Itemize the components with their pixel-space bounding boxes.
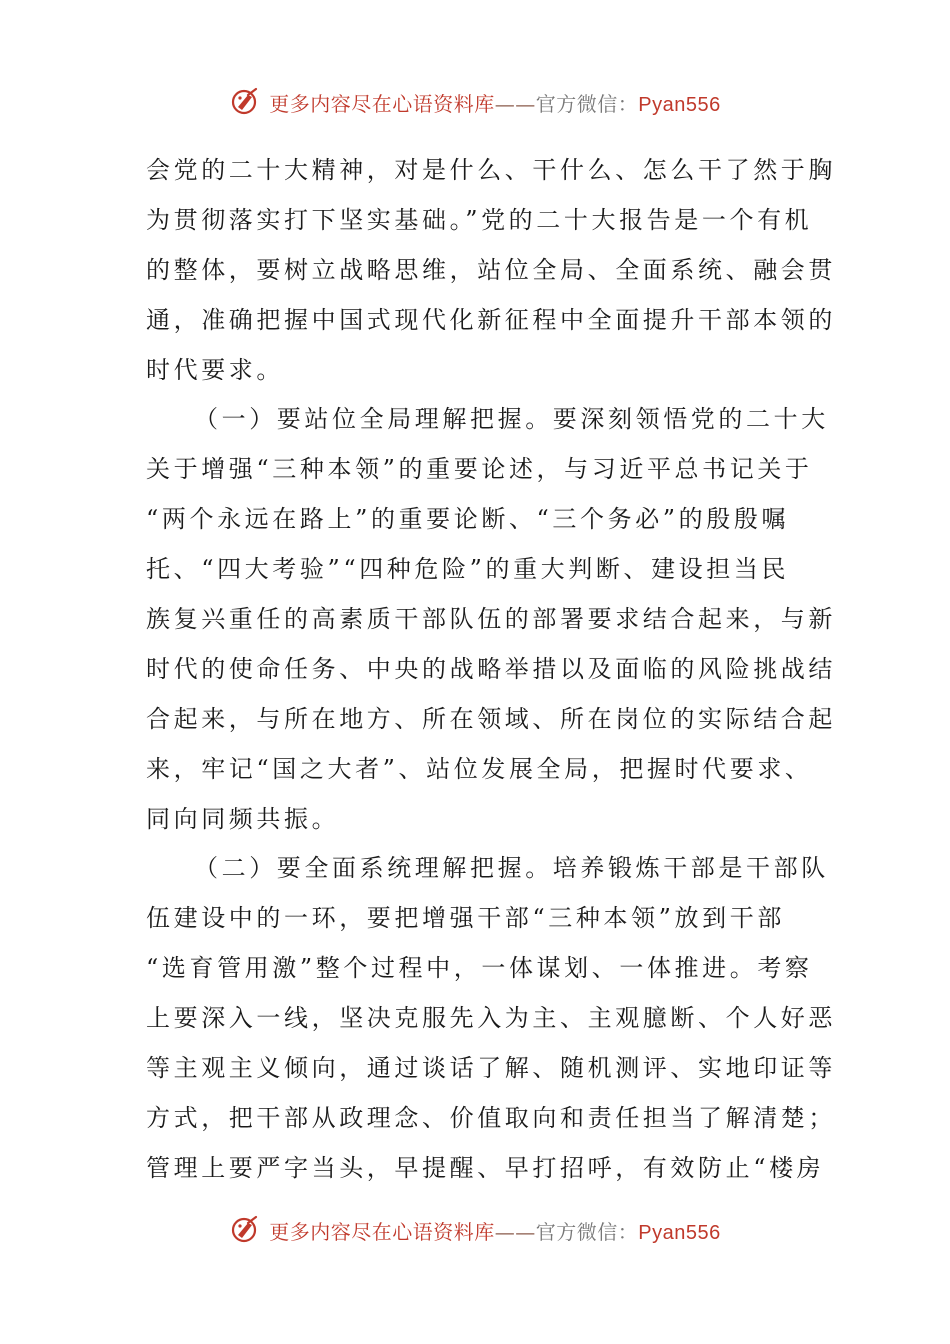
header-banner-text [269,88,720,117]
footer-separator: —— [494,1219,536,1244]
text-line: 族复兴重任的高素质干部队伍的部署要求结合起来，与新 [146,605,836,634]
text-line: 管理上要严字当头，早提醒、早打招呼，有效防止“楼房 [146,1153,825,1182]
footer-wechat-id: Pyan556 [638,1221,721,1244]
text-line: 会党的二十大精神，对是什么、干什么、怎么干了然于胸 [146,156,836,184]
footer-brand: 更多内容尽在心语资料库 [269,1219,495,1244]
text-line: 合起来，与所在地方、所在领域、所在岗位的实际结合起 [146,704,836,733]
footer-watermark [0,1210,950,1250]
brand-logo-icon [229,85,263,119]
header-separator: —— [494,91,536,116]
brand-logo-icon [229,1213,263,1247]
header-watermark [0,82,950,122]
document-body [146,146,836,1194]
text-line: 上要深入一线，坚决克服先入为主、主观臆断、个人好恶 [146,1004,836,1033]
text-line: 的整体，要树立战略思维，站位全局、全面系统、融会贯 [146,255,836,284]
header-brand: 更多内容尽在心语资料库 [269,91,495,116]
header-wechat-id: Pyan556 [638,93,721,116]
header-label: 官方微信： [535,91,639,116]
text-line: “两个永远在路上”的重要论断、“三个务必”的殷殷嘱 [146,505,790,534]
text-line: 来，牢记“国之大者”、站位发展全局，把握时代要求、 [146,754,813,783]
text-line: 时代要求。 [146,355,284,384]
footer-banner-text [269,1216,720,1245]
text-line: （一）要站位全局理解把握。要深刻领悟党的二十大 [194,405,829,434]
text-line: 伍建设中的一环，要把增强干部“三种本领”放到干部 [146,904,785,933]
footer-label: 官方微信： [535,1219,639,1244]
text-line: 托、“四大考验”“四种危险”的重大判断、建设担当民 [146,555,790,584]
text-line: 方式，把干部从政理念、价值取向和责任担当了解清楚； [146,1103,836,1132]
text-line: 通，准确把握中国式现代化新征程中全面提升干部本领的 [146,305,836,334]
text-line: 等主观主义倾向，通过谈话了解、随机测评、实地印证等 [146,1054,836,1083]
text-line: （二）要全面系统理解把握。培养锻炼干部是干部队 [194,854,829,883]
text-line: 时代的使命任务、中央的战略举措以及面临的风险挑战结 [146,654,836,683]
text-line: “选育管用激”整个过程中，一体谋划、一体推进。考察 [146,954,813,983]
text-line: 为贯彻落实打下坚实基础。”党的二十大报告是一个有机 [146,205,813,234]
text-line: 关于增强“三种本领”的重要论述，与习近平总书记关于 [146,455,813,484]
text-line: 同向同频共振。 [146,804,340,833]
